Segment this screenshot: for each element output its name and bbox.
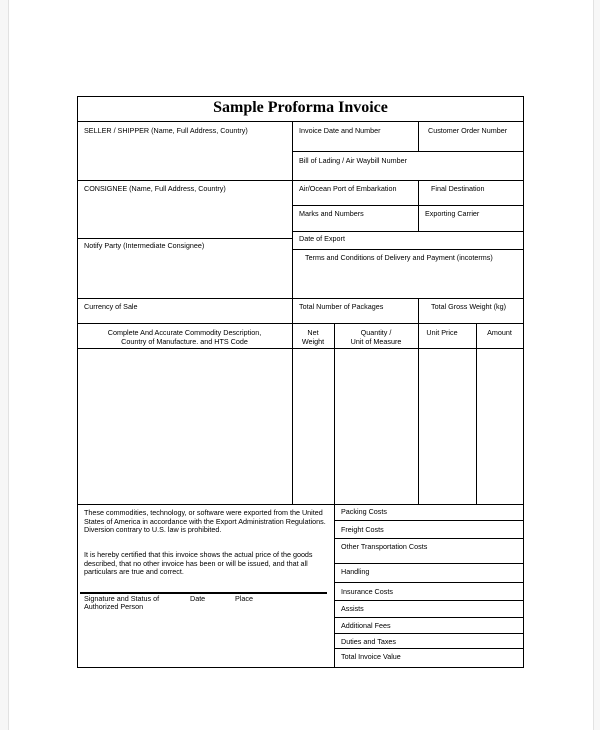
col-divider-2 — [334, 323, 335, 504]
quantity-header-line1: Quantity / — [360, 328, 392, 337]
right-divider-export — [292, 249, 524, 250]
right-divider-invoice — [292, 151, 524, 152]
right-split-invoice — [418, 121, 419, 151]
footer-top — [77, 504, 524, 505]
right-divider-marks — [292, 231, 524, 232]
duties-taxes-label: Duties and Taxes — [341, 637, 397, 646]
description-header-line2: Country of Manufacture. and HTS Code — [121, 337, 248, 346]
port-of-embarkation-label: Air/Ocean Port of Embarkation — [299, 184, 397, 193]
terms-label: Terms and Conditions of Delivery and Payment (incoterms) — [305, 253, 493, 262]
frame-top — [77, 96, 524, 97]
final-destination-label: Final Destination — [431, 184, 485, 193]
export-notice: These commodities, technology, or software were exported from the United States of America in accordance with the Export Administration Regulations. Diversion contrary to U.S. law is prohibited. — [84, 508, 326, 535]
left-divider-seller — [77, 180, 292, 181]
description-header-line1: Complete And Accurate Commodity Description, — [107, 328, 262, 337]
quantity-header-line2: Unit of Measure — [350, 337, 402, 346]
footer-row-7 — [334, 633, 524, 634]
total-gross-weight-label: Total Gross Weight (kg) — [431, 302, 506, 311]
certification-text: It is hereby certified that this invoice shows the actual price of the goods described, that no other invoice has been or will be issued, and that all particulars are true and correct. — [84, 550, 313, 577]
footer-row-6 — [334, 617, 524, 618]
right-divider-bol — [292, 180, 524, 181]
exporting-carrier-label: Exporting Carrier — [425, 209, 480, 218]
invoice-date-label: Invoice Date and Number — [299, 126, 381, 135]
notify-party-label: Notify Party (Intermediate Consignee) — [84, 241, 205, 250]
additional-fees-label: Additional Fees — [341, 621, 391, 630]
columns-top — [77, 323, 524, 324]
bill-of-lading-label: Bill of Lading / Air Waybill Number — [299, 156, 407, 165]
total-packages-label: Total Number of Packages — [299, 302, 384, 311]
frame-bottom — [77, 667, 524, 668]
right-split-port — [418, 180, 419, 231]
currency-of-sale-label: Currency of Sale — [84, 302, 138, 311]
signature-date-label: Date — [190, 594, 206, 603]
marks-numbers-label: Marks and Numbers — [299, 209, 364, 218]
date-of-export-label: Date of Export — [299, 234, 345, 243]
signature-label-line2: Authorized Person — [84, 602, 144, 611]
handling-label: Handling — [341, 567, 370, 576]
left-divider-consignee — [77, 238, 292, 239]
divider-currency — [77, 298, 524, 299]
seller-label: SELLER / SHIPPER (Name, Full Address, Country) — [84, 126, 248, 135]
total-invoice-value-label: Total Invoice Value — [341, 652, 401, 661]
net-weight-header-line2: Weight — [301, 337, 325, 346]
unit-price-header: Unit Price — [426, 328, 458, 337]
document-title: Sample Proforma Invoice — [213, 99, 388, 116]
col-divider-3 — [418, 323, 419, 504]
freight-costs-label: Freight Costs — [341, 525, 384, 534]
col-divider-4 — [476, 323, 477, 504]
footer-row-2 — [334, 538, 524, 539]
footer-center-divider — [334, 504, 335, 667]
packing-costs-label: Packing Costs — [341, 507, 387, 516]
footer-row-8 — [334, 648, 524, 649]
col-divider-1 — [292, 323, 293, 504]
upper-center-divider — [292, 121, 293, 349]
amount-header: Amount — [487, 328, 512, 337]
signature-label-line1: Signature and Status of — [84, 594, 160, 603]
other-transportation-costs-label: Other Transportation Costs — [341, 542, 428, 551]
columns-header-bottom — [77, 348, 524, 349]
footer-row-5 — [334, 600, 524, 601]
right-split-totals — [418, 298, 419, 323]
insurance-costs-label: Insurance Costs — [341, 587, 393, 596]
footer-row-1 — [334, 520, 524, 521]
title-divider — [77, 121, 524, 122]
customer-order-label: Customer Order Number — [428, 126, 508, 135]
net-weight-header-line1: Net — [307, 328, 319, 337]
frame-left — [77, 96, 78, 667]
signature-place-label: Place — [235, 594, 253, 603]
right-divider-port — [292, 205, 524, 206]
assists-label: Assists — [341, 604, 364, 613]
footer-row-4 — [334, 582, 524, 583]
consignee-label: CONSIGNEE (Name, Full Address, Country) — [84, 184, 226, 193]
footer-row-3 — [334, 563, 524, 564]
